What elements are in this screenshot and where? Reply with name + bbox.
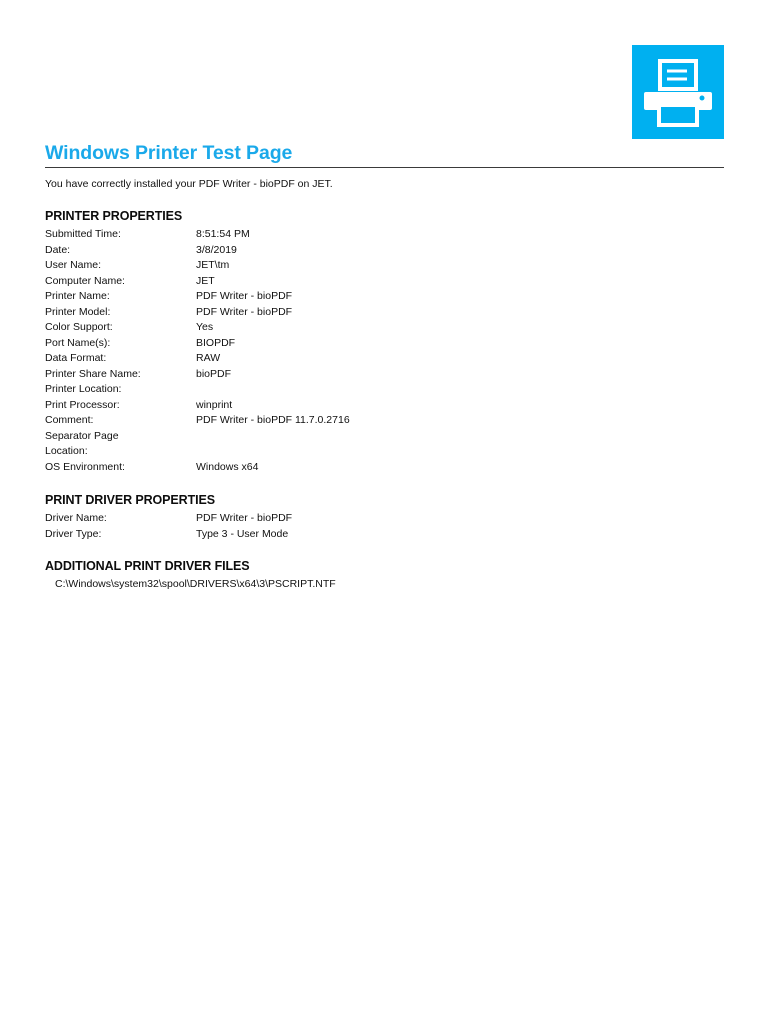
file-path: C:\Windows\system32\spool\DRIVERS\x64\3\PSCRIPT.NTF [55,578,336,590]
property-label: Comment: [45,414,94,426]
property-value: Type 3 - User Mode [196,527,289,540]
page-title: Windows Printer Test Page [45,142,293,164]
print-driver-properties-list [45,511,545,542]
property-value: bioPDF [196,367,232,380]
property-value: winprint [196,398,233,411]
property-label: Separator Page [45,429,119,442]
property-label: Printer Name: [45,290,110,302]
property-row [45,320,545,336]
property-value: Windows x64 [196,460,259,473]
property-label: Printer Location: [45,383,122,395]
property-value: PDF Writer - bioPDF 11.7.0.2716 [196,414,350,426]
property-value: PDF Writer - bioPDF [196,512,293,524]
property-label: Print Processor: [45,398,120,411]
property-label: Submitted Time: [45,228,121,240]
property-row [45,460,545,476]
property-value: Yes [196,321,214,333]
property-value: 8:51:54 PM [196,228,250,240]
property-label: Data Format: [45,352,107,364]
printer-properties-heading: PRINTER PROPERTIES [45,209,183,223]
property-value: RAW [196,352,221,364]
property-row [45,305,545,321]
property-row [45,511,545,527]
intro-text: You have correctly installed your PDF Writer - bioPDF on JET. [45,178,333,190]
property-row [45,243,545,259]
additional-files-list [55,577,336,593]
property-row [45,527,545,543]
property-row [45,289,545,305]
property-label: OS Environment: [45,460,125,473]
property-row [45,274,545,290]
title-divider [45,167,724,168]
property-label: Date: [45,243,71,256]
property-value: 3/8/2019 [196,243,237,256]
property-value: JET\tm [196,259,230,271]
property-label: Computer Name: [45,274,125,287]
property-row [45,444,545,460]
property-value: PDF Writer - bioPDF [196,305,293,318]
property-row [45,336,545,352]
property-value: PDF Writer - bioPDF [196,290,293,302]
property-label: User Name: [45,259,102,271]
property-row [45,258,545,274]
property-value: JET [196,274,215,287]
property-row [45,398,545,414]
property-value: BIOPDF [196,336,236,349]
property-label: Driver Type: [45,527,102,540]
property-row [45,429,545,445]
printer-properties-list [45,227,545,475]
printer-logo [632,45,724,139]
print-driver-properties-heading: PRINT DRIVER PROPERTIES [45,493,215,507]
printer-icon [632,45,724,139]
property-row [45,351,545,367]
additional-files-heading: ADDITIONAL PRINT DRIVER FILES [45,559,250,573]
property-label: Driver Name: [45,512,107,524]
property-label: Printer Share Name: [45,367,141,380]
property-label: Color Support: [45,321,113,333]
property-label: Port Name(s): [45,336,111,349]
property-row [45,367,545,383]
property-label: Location: [45,445,88,457]
property-row [45,227,545,243]
property-row [45,382,545,398]
property-row [45,413,545,429]
property-label: Printer Model: [45,305,111,318]
